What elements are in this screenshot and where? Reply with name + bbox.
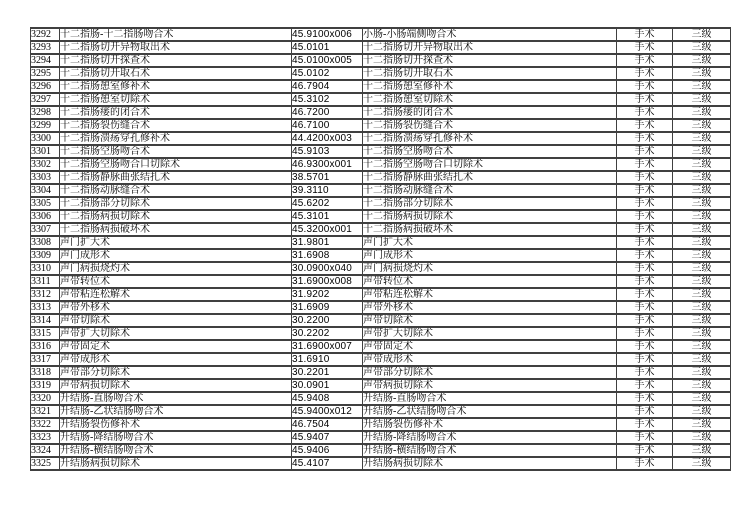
category-cell: 手术 xyxy=(617,392,673,405)
procedure-name-cell: 十二指肠静脉曲张结扎术 xyxy=(60,171,292,184)
table-row xyxy=(31,132,731,145)
procedure-code-cell: 31.6908 xyxy=(292,249,363,262)
row-number-cell: 3312 xyxy=(31,288,60,301)
category-cell: 手术 xyxy=(617,314,673,327)
table-row xyxy=(31,236,731,249)
level-cell: 三级 xyxy=(673,132,731,145)
category-cell: 手术 xyxy=(617,353,673,366)
level-cell: 三级 xyxy=(673,106,731,119)
row-number-cell: 3316 xyxy=(31,340,60,353)
level-cell: 三级 xyxy=(673,405,731,418)
row-number-cell: 3294 xyxy=(31,54,60,67)
standard-name-cell: 升结肠-直肠吻合术 xyxy=(363,392,617,405)
category-cell: 手术 xyxy=(617,366,673,379)
level-cell: 三级 xyxy=(673,379,731,392)
procedure-code-cell: 45.9406 xyxy=(292,444,363,457)
row-number-cell: 3302 xyxy=(31,158,60,171)
category-cell: 手术 xyxy=(617,340,673,353)
category-cell: 手术 xyxy=(617,210,673,223)
standard-name-cell: 十二指肠部分切除术 xyxy=(363,197,617,210)
table-row xyxy=(31,119,731,132)
procedure-code-cell: 44.4200x003 xyxy=(292,132,363,145)
level-cell: 三级 xyxy=(673,418,731,431)
procedure-name-cell: 升结肠病损切除术 xyxy=(60,457,292,470)
procedure-name-cell: 声门病损烧灼术 xyxy=(60,262,292,275)
level-cell: 三级 xyxy=(673,119,731,132)
table-row xyxy=(31,444,731,457)
standard-name-cell: 十二指肠溃疡穿孔修补术 xyxy=(363,132,617,145)
row-number-cell: 3299 xyxy=(31,119,60,132)
procedure-name-cell: 十二指肠空肠吻合术 xyxy=(60,145,292,158)
row-number-cell: 3324 xyxy=(31,444,60,457)
level-cell: 三级 xyxy=(673,210,731,223)
procedure-table xyxy=(30,27,731,471)
procedure-name-cell: 十二指肠-十二指肠吻合术 xyxy=(60,28,292,41)
row-number-cell: 3301 xyxy=(31,145,60,158)
row-number-cell: 3307 xyxy=(31,223,60,236)
level-cell: 三级 xyxy=(673,236,731,249)
category-cell: 手术 xyxy=(617,418,673,431)
procedure-name-cell: 升结肠-直肠吻合术 xyxy=(60,392,292,405)
category-cell: 手术 xyxy=(617,301,673,314)
level-cell: 三级 xyxy=(673,158,731,171)
category-cell: 手术 xyxy=(617,184,673,197)
procedure-code-cell: 46.7504 xyxy=(292,418,363,431)
procedure-code-cell: 45.4107 xyxy=(292,457,363,470)
standard-name-cell: 十二指肠空肠吻合口切除术 xyxy=(363,158,617,171)
table-row xyxy=(31,314,731,327)
category-cell: 手术 xyxy=(617,444,673,457)
procedure-code-cell: 31.9801 xyxy=(292,236,363,249)
level-cell: 三级 xyxy=(673,327,731,340)
row-number-cell: 3298 xyxy=(31,106,60,119)
level-cell: 三级 xyxy=(673,431,731,444)
procedure-name-cell: 声带切除术 xyxy=(60,314,292,327)
level-cell: 三级 xyxy=(673,223,731,236)
standard-name-cell: 十二指肠切开取石术 xyxy=(363,67,617,80)
procedure-name-cell: 声带扩大切除术 xyxy=(60,327,292,340)
standard-name-cell: 声带转位术 xyxy=(363,275,617,288)
standard-name-cell: 十二指肠瘘的闭合术 xyxy=(363,106,617,119)
level-cell: 三级 xyxy=(673,80,731,93)
procedure-code-cell: 45.0102 xyxy=(292,67,363,80)
standard-name-cell: 十二指肠裂伤缝合术 xyxy=(363,119,617,132)
procedure-name-cell: 声带固定术 xyxy=(60,340,292,353)
procedure-name-cell: 十二指肠空肠吻合口切除术 xyxy=(60,158,292,171)
level-cell: 三级 xyxy=(673,314,731,327)
standard-name-cell: 十二指肠空肠吻合术 xyxy=(363,145,617,158)
procedure-name-cell: 十二指肠动脉缝合术 xyxy=(60,184,292,197)
procedure-name-cell: 声带粘连松解术 xyxy=(60,288,292,301)
table-row xyxy=(31,210,731,223)
standard-name-cell: 升结肠-降结肠吻合术 xyxy=(363,431,617,444)
row-number-cell: 3303 xyxy=(31,171,60,184)
procedure-code-cell: 46.9300x001 xyxy=(292,158,363,171)
procedure-name-cell: 声带转位术 xyxy=(60,275,292,288)
procedure-code-cell: 45.6202 xyxy=(292,197,363,210)
standard-name-cell: 声带扩大切除术 xyxy=(363,327,617,340)
table-row xyxy=(31,392,731,405)
table-row xyxy=(31,184,731,197)
table-row xyxy=(31,288,731,301)
procedure-name-cell: 声带病损切除术 xyxy=(60,379,292,392)
procedure-name-cell: 声门扩大术 xyxy=(60,236,292,249)
standard-name-cell: 十二指肠静脉曲张结扎术 xyxy=(363,171,617,184)
table-row xyxy=(31,223,731,236)
procedure-code-cell: 30.2200 xyxy=(292,314,363,327)
category-cell: 手术 xyxy=(617,106,673,119)
level-cell: 三级 xyxy=(673,54,731,67)
procedure-name-cell: 升结肠裂伤修补术 xyxy=(60,418,292,431)
row-number-cell: 3321 xyxy=(31,405,60,418)
standard-name-cell: 声带外移术 xyxy=(363,301,617,314)
row-number-cell: 3304 xyxy=(31,184,60,197)
table-row xyxy=(31,80,731,93)
procedure-name-cell: 十二指肠部分切除术 xyxy=(60,197,292,210)
level-cell: 三级 xyxy=(673,366,731,379)
level-cell: 三级 xyxy=(673,249,731,262)
level-cell: 三级 xyxy=(673,275,731,288)
row-number-cell: 3310 xyxy=(31,262,60,275)
table-row xyxy=(31,41,731,54)
row-number-cell: 3311 xyxy=(31,275,60,288)
row-number-cell: 3323 xyxy=(31,431,60,444)
category-cell: 手术 xyxy=(617,93,673,106)
category-cell: 手术 xyxy=(617,54,673,67)
category-cell: 手术 xyxy=(617,327,673,340)
row-number-cell: 3295 xyxy=(31,67,60,80)
procedure-name-cell: 十二指肠病损切除术 xyxy=(60,210,292,223)
row-number-cell: 3292 xyxy=(31,28,60,41)
level-cell: 三级 xyxy=(673,301,731,314)
table-row xyxy=(31,457,731,470)
level-cell: 三级 xyxy=(673,262,731,275)
procedure-name-cell: 升结肠-降结肠吻合术 xyxy=(60,431,292,444)
level-cell: 三级 xyxy=(673,457,731,470)
standard-name-cell: 声带粘连松解术 xyxy=(363,288,617,301)
table-row xyxy=(31,353,731,366)
standard-name-cell: 声门成形术 xyxy=(363,249,617,262)
procedure-name-cell: 声带部分切除术 xyxy=(60,366,292,379)
row-number-cell: 3314 xyxy=(31,314,60,327)
standard-name-cell: 声带成形术 xyxy=(363,353,617,366)
procedure-name-cell: 十二指肠憩室切除术 xyxy=(60,93,292,106)
category-cell: 手术 xyxy=(617,288,673,301)
category-cell: 手术 xyxy=(617,197,673,210)
table-row xyxy=(31,418,731,431)
category-cell: 手术 xyxy=(617,158,673,171)
table-row xyxy=(31,340,731,353)
standard-name-cell: 十二指肠切开探查术 xyxy=(363,54,617,67)
procedure-code-cell: 45.3102 xyxy=(292,93,363,106)
category-cell: 手术 xyxy=(617,80,673,93)
procedure-code-cell: 38.5701 xyxy=(292,171,363,184)
category-cell: 手术 xyxy=(617,132,673,145)
procedure-code-cell: 31.6900x007 xyxy=(292,340,363,353)
procedure-name-cell: 声带成形术 xyxy=(60,353,292,366)
standard-name-cell: 小肠-小肠端侧吻合术 xyxy=(363,28,617,41)
category-cell: 手术 xyxy=(617,262,673,275)
row-number-cell: 3320 xyxy=(31,392,60,405)
procedure-name-cell: 十二指肠切开异物取出术 xyxy=(60,41,292,54)
row-number-cell: 3325 xyxy=(31,457,60,470)
row-number-cell: 3317 xyxy=(31,353,60,366)
level-cell: 三级 xyxy=(673,171,731,184)
level-cell: 三级 xyxy=(673,67,731,80)
table-row xyxy=(31,327,731,340)
row-number-cell: 3300 xyxy=(31,132,60,145)
standard-name-cell: 升结肠裂伤修补术 xyxy=(363,418,617,431)
table-row xyxy=(31,379,731,392)
standard-name-cell: 声带切除术 xyxy=(363,314,617,327)
table-row xyxy=(31,28,731,41)
standard-name-cell: 升结肠-乙状结肠吻合术 xyxy=(363,405,617,418)
procedure-code-cell: 46.7200 xyxy=(292,106,363,119)
category-cell: 手术 xyxy=(617,171,673,184)
row-number-cell: 3315 xyxy=(31,327,60,340)
standard-name-cell: 声带病损切除术 xyxy=(363,379,617,392)
category-cell: 手术 xyxy=(617,145,673,158)
standard-name-cell: 声带固定术 xyxy=(363,340,617,353)
table-row xyxy=(31,249,731,262)
row-number-cell: 3296 xyxy=(31,80,60,93)
procedure-code-cell: 46.7100 xyxy=(292,119,363,132)
standard-name-cell: 声门扩大术 xyxy=(363,236,617,249)
standard-name-cell: 十二指肠病损破坏术 xyxy=(363,223,617,236)
procedure-code-cell: 31.6900x008 xyxy=(292,275,363,288)
procedure-code-cell: 45.0101 xyxy=(292,41,363,54)
standard-name-cell: 声带部分切除术 xyxy=(363,366,617,379)
level-cell: 三级 xyxy=(673,41,731,54)
procedure-code-cell: 45.3101 xyxy=(292,210,363,223)
table-row xyxy=(31,366,731,379)
table-row xyxy=(31,93,731,106)
procedure-code-cell: 30.0900x040 xyxy=(292,262,363,275)
table-row xyxy=(31,54,731,67)
procedure-code-cell: 31.6910 xyxy=(292,353,363,366)
category-cell: 手术 xyxy=(617,405,673,418)
standard-name-cell: 十二指肠切开异物取出术 xyxy=(363,41,617,54)
table-row xyxy=(31,145,731,158)
category-cell: 手术 xyxy=(617,41,673,54)
procedure-code-cell: 31.9202 xyxy=(292,288,363,301)
table-row xyxy=(31,106,731,119)
table-row xyxy=(31,158,731,171)
table-row xyxy=(31,262,731,275)
procedure-code-cell: 39.3110 xyxy=(292,184,363,197)
standard-name-cell: 声门病损烧灼术 xyxy=(363,262,617,275)
standard-name-cell: 升结肠-横结肠吻合术 xyxy=(363,444,617,457)
category-cell: 手术 xyxy=(617,379,673,392)
table-row xyxy=(31,171,731,184)
category-cell: 手术 xyxy=(617,457,673,470)
category-cell: 手术 xyxy=(617,431,673,444)
row-number-cell: 3318 xyxy=(31,366,60,379)
category-cell: 手术 xyxy=(617,223,673,236)
level-cell: 三级 xyxy=(673,197,731,210)
level-cell: 三级 xyxy=(673,28,731,41)
table-row xyxy=(31,301,731,314)
procedure-name-cell: 十二指肠瘘的闭合术 xyxy=(60,106,292,119)
procedure-name-cell: 十二指肠病损破坏术 xyxy=(60,223,292,236)
row-number-cell: 3308 xyxy=(31,236,60,249)
level-cell: 三级 xyxy=(673,444,731,457)
procedure-name-cell: 声带外移术 xyxy=(60,301,292,314)
standard-name-cell: 十二指肠动脉缝合术 xyxy=(363,184,617,197)
procedure-code-cell: 45.9100x006 xyxy=(292,28,363,41)
category-cell: 手术 xyxy=(617,119,673,132)
procedure-code-cell: 30.2202 xyxy=(292,327,363,340)
level-cell: 三级 xyxy=(673,145,731,158)
row-number-cell: 3293 xyxy=(31,41,60,54)
procedure-name-cell: 声门成形术 xyxy=(60,249,292,262)
procedure-code-cell: 45.9408 xyxy=(292,392,363,405)
procedure-code-cell: 30.2201 xyxy=(292,366,363,379)
row-number-cell: 3305 xyxy=(31,197,60,210)
level-cell: 三级 xyxy=(673,340,731,353)
standard-name-cell: 十二指肠病损切除术 xyxy=(363,210,617,223)
category-cell: 手术 xyxy=(617,249,673,262)
table-row xyxy=(31,275,731,288)
procedure-code-cell: 45.0100x005 xyxy=(292,54,363,67)
procedure-name-cell: 十二指肠裂伤缝合术 xyxy=(60,119,292,132)
procedure-name-cell: 十二指肠溃疡穿孔修补术 xyxy=(60,132,292,145)
procedure-code-cell: 46.7904 xyxy=(292,80,363,93)
level-cell: 三级 xyxy=(673,184,731,197)
level-cell: 三级 xyxy=(673,353,731,366)
table-row xyxy=(31,67,731,80)
procedure-name-cell: 十二指肠憩室修补术 xyxy=(60,80,292,93)
table-row xyxy=(31,405,731,418)
category-cell: 手术 xyxy=(617,236,673,249)
procedure-code-cell: 30.0901 xyxy=(292,379,363,392)
standard-name-cell: 十二指肠憩室修补术 xyxy=(363,80,617,93)
level-cell: 三级 xyxy=(673,93,731,106)
procedure-code-cell: 31.6909 xyxy=(292,301,363,314)
procedure-code-cell: 45.9400x012 xyxy=(292,405,363,418)
row-number-cell: 3313 xyxy=(31,301,60,314)
procedure-name-cell: 升结肠-横结肠吻合术 xyxy=(60,444,292,457)
row-number-cell: 3322 xyxy=(31,418,60,431)
category-cell: 手术 xyxy=(617,28,673,41)
standard-name-cell: 十二指肠憩室切除术 xyxy=(363,93,617,106)
procedure-name-cell: 十二指肠切开探查术 xyxy=(60,54,292,67)
row-number-cell: 3319 xyxy=(31,379,60,392)
procedure-code-cell: 45.9407 xyxy=(292,431,363,444)
table-row xyxy=(31,431,731,444)
row-number-cell: 3297 xyxy=(31,93,60,106)
level-cell: 三级 xyxy=(673,288,731,301)
category-cell: 手术 xyxy=(617,275,673,288)
procedure-code-cell: 45.9103 xyxy=(292,145,363,158)
procedure-name-cell: 升结肠-乙状结肠吻合术 xyxy=(60,405,292,418)
category-cell: 手术 xyxy=(617,67,673,80)
procedure-code-cell: 45.3200x001 xyxy=(292,223,363,236)
standard-name-cell: 升结肠病损切除术 xyxy=(363,457,617,470)
table-row xyxy=(31,197,731,210)
level-cell: 三级 xyxy=(673,392,731,405)
procedure-table-body xyxy=(31,28,731,470)
row-number-cell: 3309 xyxy=(31,249,60,262)
row-number-cell: 3306 xyxy=(31,210,60,223)
procedure-name-cell: 十二指肠切开取石术 xyxy=(60,67,292,80)
